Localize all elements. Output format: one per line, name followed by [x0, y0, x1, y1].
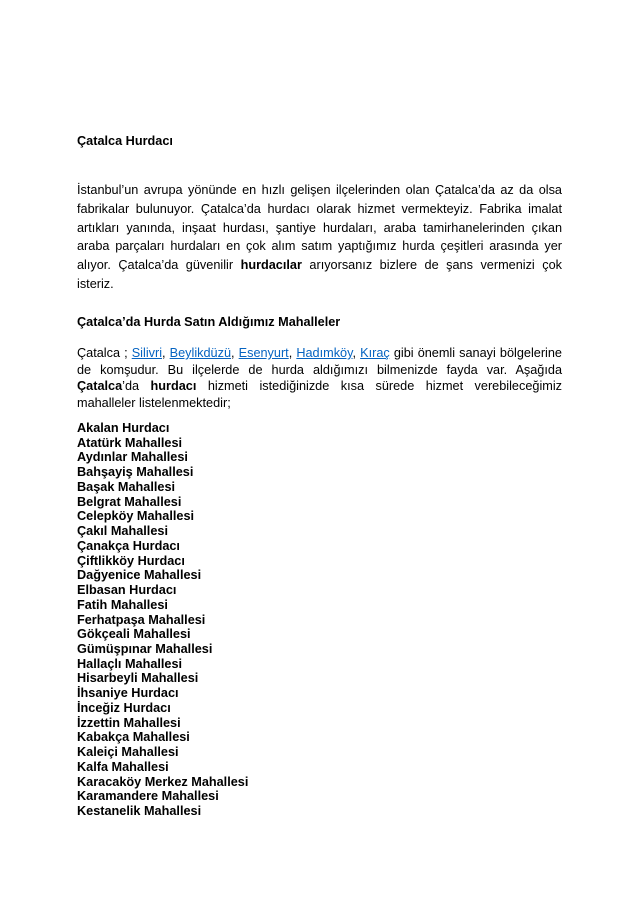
link-separator: , — [162, 346, 170, 360]
neighborhood-list — [77, 421, 562, 819]
bold-keyword: Çatalca — [77, 379, 123, 394]
neighborhood-item: Bahşayiş Mahallesi — [77, 465, 194, 480]
neighborhood-item: Atatürk Mahallesi — [77, 435, 183, 450]
neighborhood-item: Dağyenice Mahallesi — [77, 568, 202, 583]
neighborhood-item: Çiftlikköy Hurdacı — [77, 553, 185, 568]
document-title: Çatalca Hurdacı — [77, 134, 173, 148]
bold-keyword: hurdacı — [150, 379, 197, 394]
intro-line: isteriz. — [77, 276, 114, 291]
neighborhood-item: Karacaköy Merkez Mahallesi — [77, 774, 249, 789]
link-kirac[interactable]: Kıraç — [360, 346, 390, 360]
neighborhood-item: Fatih Mahallesi — [77, 597, 168, 612]
intro-line: araba parçaları hurdaları en çok alım satım yaptığımız hurda çeşitleri arasında yer — [77, 239, 562, 254]
link-separator: , — [352, 346, 361, 360]
paragraph-text: gibi önemli sanayi bölgelerine — [389, 346, 562, 360]
neighborhood-item: Kaleiçi Mahallesi — [77, 745, 179, 760]
intro-bold-keyword: hurdacılar — [240, 258, 302, 273]
neighborhood-item: Kabakça Mahallesi — [77, 730, 190, 745]
section-heading: Çatalca’da Hurda Satın Aldığımız Mahalleler — [77, 315, 341, 329]
intro-text: arıyorsanız bizlere de şans vermenizi çok — [301, 258, 562, 273]
intro-text: alıyor. Çatalca’da güvenilir — [77, 258, 241, 273]
link-esenyurt[interactable]: Esenyurt — [238, 346, 289, 360]
link-beylikduzu[interactable]: Beylikdüzü — [169, 346, 232, 360]
neighborhood-item: Aydınlar Mahallesi — [77, 450, 188, 465]
neighborhood-item: Başak Mahallesi — [77, 479, 176, 494]
intro-line: fabrikalar bulunuyor. Çatalca’da hurdacı olarak hizmet vermekteyiz. Fabrika imalat — [77, 201, 562, 216]
neighborhood-item: İhsaniye Hurdacı — [77, 686, 179, 701]
neighborhood-item: Çakıl Mahallesi — [77, 524, 168, 539]
paragraph-text: hizmeti istediğinizde kısa sürede hizmet verebileceğimiz — [196, 379, 562, 394]
intro-line: artıkları yanında, inşaat hurdası, şantiye hurdaları, araba tamirhanelerinden çıkan — [77, 220, 562, 235]
intro-paragraph — [77, 181, 562, 294]
neighborhood-item: Celepköy Mahallesi — [77, 509, 195, 524]
paragraph-line — [77, 378, 562, 395]
link-hadimkoy[interactable]: Hadımköy — [296, 346, 353, 360]
neighborhood-item: İnceğiz Hurdacı — [77, 700, 171, 715]
neighborhood-item: Çanakça Hurdacı — [77, 538, 180, 553]
neighborhood-item: Belgrat Mahallesi — [77, 494, 182, 509]
neighborhood-item: İzzettin Mahallesi — [77, 715, 181, 730]
neighborhood-item: Hallaçlı Mahallesi — [77, 656, 183, 671]
neighborhood-item: Elbasan Hurdacı — [77, 583, 177, 598]
intro-line — [77, 256, 562, 275]
neighborhood-item: Gökçeali Mahallesi — [77, 627, 191, 642]
link-silivri[interactable]: Silivri — [131, 346, 163, 360]
paragraph-line: mahalleler listelenmektedir; — [77, 396, 231, 411]
neighbors-paragraph — [77, 345, 562, 412]
neighborhood-item: Ferhatpaşa Mahallesi — [77, 612, 206, 627]
neighborhood-item: Akalan Hurdacı — [77, 421, 170, 435]
neighborhood-item: Karamandere Mahallesi — [77, 789, 219, 804]
paragraph-text: ’da — [122, 379, 151, 394]
neighborhood-item: Kalfa Mahallesi — [77, 759, 169, 774]
neighborhood-item: Hisarbeyli Mahallesi — [77, 671, 199, 686]
neighborhood-item: Kestanelik Mahallesi — [77, 804, 202, 819]
intro-line: İstanbul’un avrupa yönünde en hızlı gelişen ilçelerinden olan Çatalca’da az da olsa — [77, 183, 562, 197]
link-separator: , — [288, 346, 297, 360]
link-separator: , — [231, 346, 239, 360]
paragraph-text: Çatalca ; — [77, 346, 132, 360]
neighborhood-item: Gümüşpınar Mahallesi — [77, 642, 213, 657]
paragraph-line: de komşudur. Bu ilçelerde de hurda aldığımızı bilmenizde fayda var. Aşağıda — [77, 362, 562, 377]
paragraph-line — [77, 345, 562, 362]
